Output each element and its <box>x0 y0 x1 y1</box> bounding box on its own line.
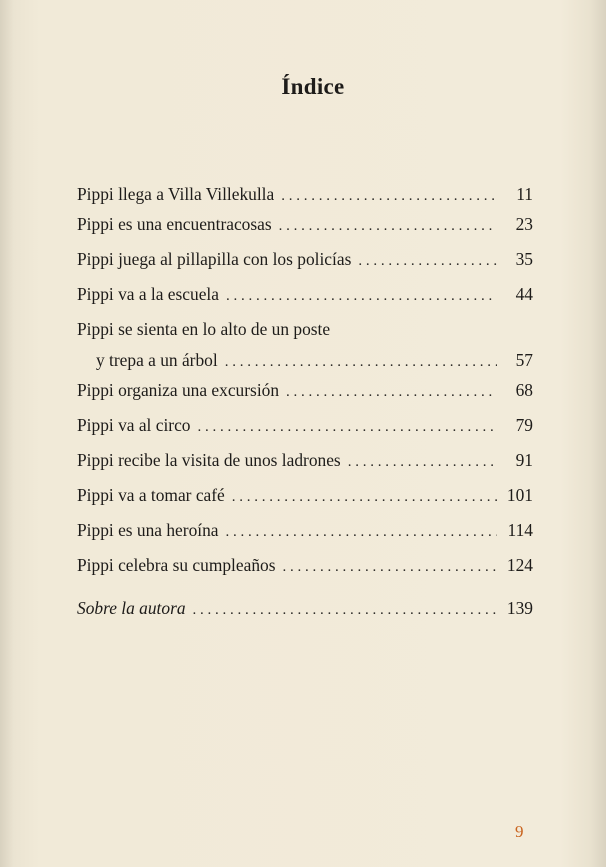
toc-entry-title: Pippi recibe la visita de unos ladrones <box>77 450 341 470</box>
toc-entry <box>77 277 535 312</box>
toc-entry-page: 68 <box>515 380 533 400</box>
dot-leader <box>279 209 497 244</box>
dot-leader <box>198 410 498 445</box>
toc-entry <box>77 408 535 443</box>
dot-leader <box>225 349 497 375</box>
dot-leader <box>348 445 497 480</box>
toc-entry-page: 114 <box>507 520 533 540</box>
toc-entry-page: 91 <box>515 450 533 470</box>
toc-entry <box>77 373 535 408</box>
toc-entry <box>77 242 535 277</box>
toc-entry-page: 57 <box>515 350 533 370</box>
dot-leader <box>283 550 498 585</box>
toc-entry-page: 35 <box>515 249 533 269</box>
toc-entry-title: Pippi es una heroína <box>77 520 219 540</box>
toc-entry-title: Pippi juega al pillapilla con los policías <box>77 249 352 269</box>
toc-entry-title: Sobre la autora <box>77 598 186 618</box>
toc-entry <box>77 513 535 548</box>
toc-entry-title-line-2: y trepa a un árbol <box>96 350 218 370</box>
table-of-contents <box>77 181 537 626</box>
dot-leader <box>358 244 497 279</box>
toc-entry-title: Pippi va al circo <box>77 415 191 435</box>
toc-entry <box>77 181 535 207</box>
dot-leader <box>286 375 497 410</box>
index-heading: Índice <box>281 74 345 99</box>
toc-entry-title: Pippi llega a Villa Villekulla <box>77 184 275 204</box>
dot-leader <box>226 515 497 550</box>
toc-entry-title-line-1: Pippi se sienta en lo alto de un poste <box>77 319 331 339</box>
dot-leader <box>281 183 497 209</box>
dot-leader <box>226 279 497 314</box>
toc-entry <box>77 207 535 242</box>
toc-entry-page: 101 <box>506 485 533 505</box>
toc-entry <box>77 443 535 478</box>
toc-entry-title: Pippi celebra su cumpleaños <box>77 555 276 575</box>
toc-entry-title: Pippi va a la escuela <box>77 284 219 304</box>
toc-entry <box>77 478 535 513</box>
toc-entry-title: Pippi es una encuentracosas <box>77 214 272 234</box>
toc-entry-about-author <box>77 591 535 626</box>
toc-entry-page: 79 <box>515 415 533 435</box>
dot-leader <box>193 593 497 628</box>
toc-entry-page: 23 <box>515 214 533 234</box>
dot-leader <box>232 480 497 515</box>
toc-entry-title: Pippi organiza una excursión <box>77 380 280 400</box>
toc-entry-page: 124 <box>506 555 533 575</box>
toc-entry-title: Pippi va a tomar café <box>77 485 225 505</box>
toc-entry <box>77 312 535 373</box>
toc-entry <box>77 548 535 583</box>
page-number: 9 <box>515 822 524 841</box>
toc-entry-page: 44 <box>515 284 533 304</box>
toc-entry-page: 11 <box>516 184 533 204</box>
toc-entry-page: 139 <box>506 598 533 618</box>
